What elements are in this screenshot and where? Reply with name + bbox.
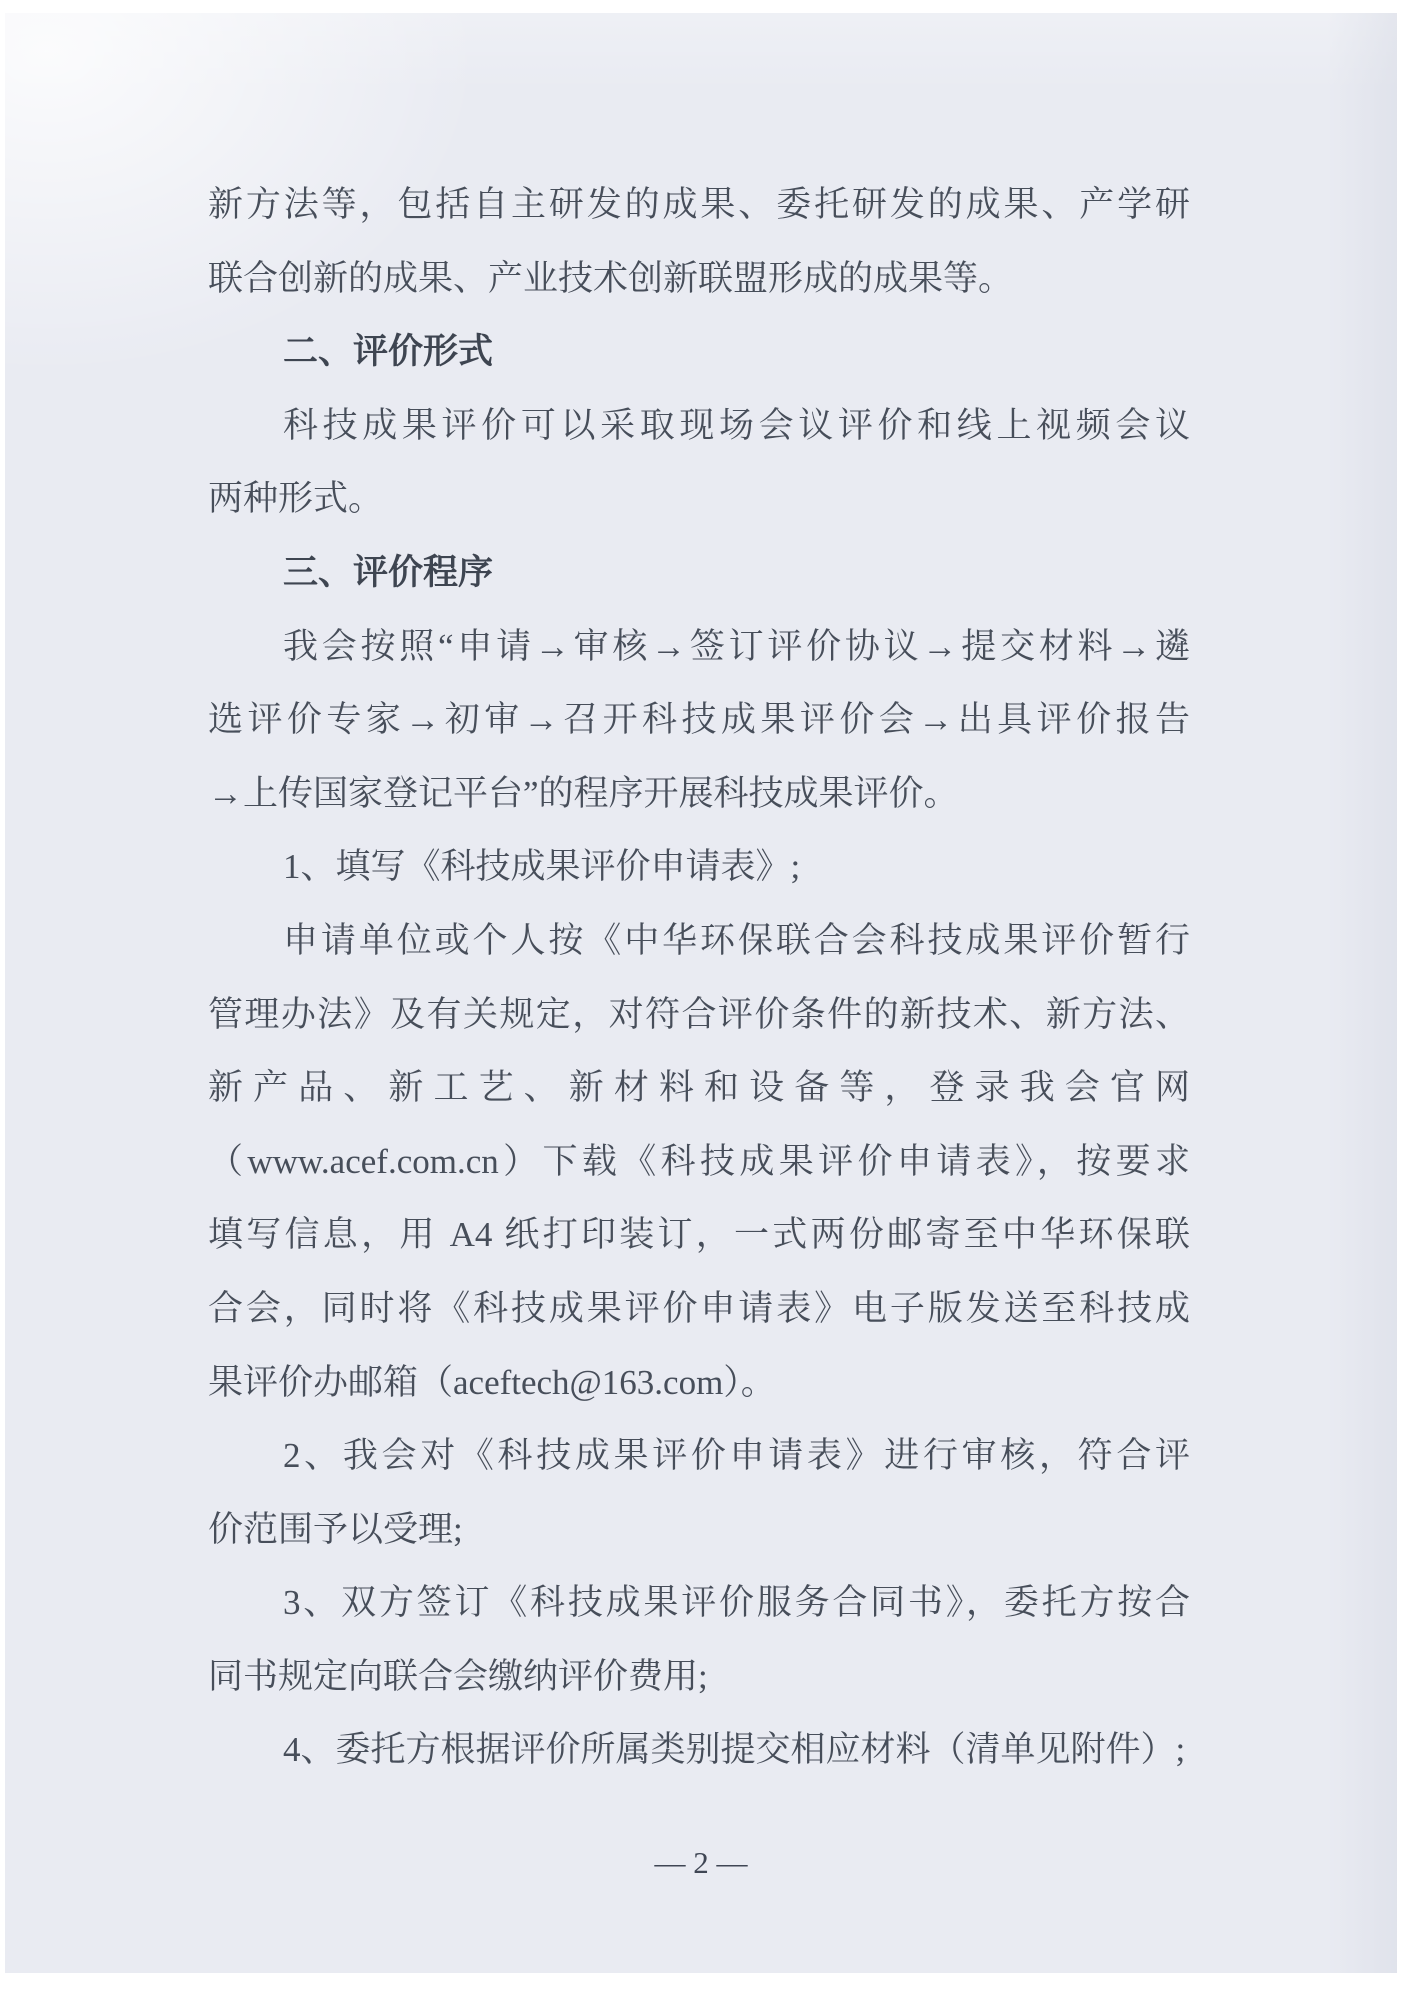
text-line: 价范围予以受理; bbox=[208, 1509, 463, 1549]
text-line: 联合创新的成果、产业技术创新联盟形成的成果等。 bbox=[208, 258, 1014, 298]
document-body bbox=[208, 168, 1190, 1787]
section-heading: 二、评价形式 bbox=[283, 332, 494, 372]
text-line: 管理办法》及有关规定，对符合评价条件的新技术、新方法、 bbox=[208, 994, 1190, 1034]
text-line: 科技成果评价可以采取现场会议评价和线上视频会议 bbox=[283, 405, 1190, 445]
text-line: （www.acef.com.cn）下载《科技成果评价申请表》，按要求 bbox=[208, 1141, 1190, 1181]
text-line: 两种形式。 bbox=[208, 479, 384, 519]
text-line: 新方法等，包括自主研发的成果、委托研发的成果、产学研 bbox=[208, 185, 1190, 224]
text-line: 1、填写《科技成果评价申请表》; bbox=[283, 847, 801, 887]
text-line: →上传国家登记平台”的程序开展科技成果评价。 bbox=[208, 773, 959, 813]
text-line: 2、我会对《科技成果评价申请表》进行审核，符合评 bbox=[283, 1436, 1190, 1476]
section-heading: 三、评价程序 bbox=[283, 552, 494, 592]
text-line: 新产品、新工艺、新材料和设备等，登录我会官网 bbox=[208, 1068, 1190, 1108]
text-line: 果评价办邮箱（aceftech@163.com）。 bbox=[208, 1362, 776, 1402]
text-line: 3、双方签订《科技成果评价服务合同书》，委托方按合 bbox=[283, 1583, 1190, 1623]
text-line: 我会按照“申请→审核→签订评价协议→提交材料→遴 bbox=[283, 626, 1190, 666]
text-line: 同书规定向联合会缴纳评价费用; bbox=[208, 1656, 708, 1696]
text-line: 申请单位或个人按《中华环保联合会科技成果评价暂行 bbox=[283, 920, 1190, 960]
paper-background bbox=[5, 13, 1397, 1973]
text-line: 4、委托方根据评价所属类别提交相应材料（清单见附件）; bbox=[283, 1730, 1186, 1770]
text-line: 填写信息，用 A4 纸打印装订，一式两份邮寄至中华环保联 bbox=[208, 1215, 1190, 1255]
text-line: 合会，同时将《科技成果评价申请表》电子版发送至科技成 bbox=[208, 1288, 1190, 1328]
page-number: — 2 — bbox=[654, 1845, 748, 1880]
text-line: 选评价专家→初审→召开科技成果评价会→出具评价报告 bbox=[208, 700, 1190, 740]
